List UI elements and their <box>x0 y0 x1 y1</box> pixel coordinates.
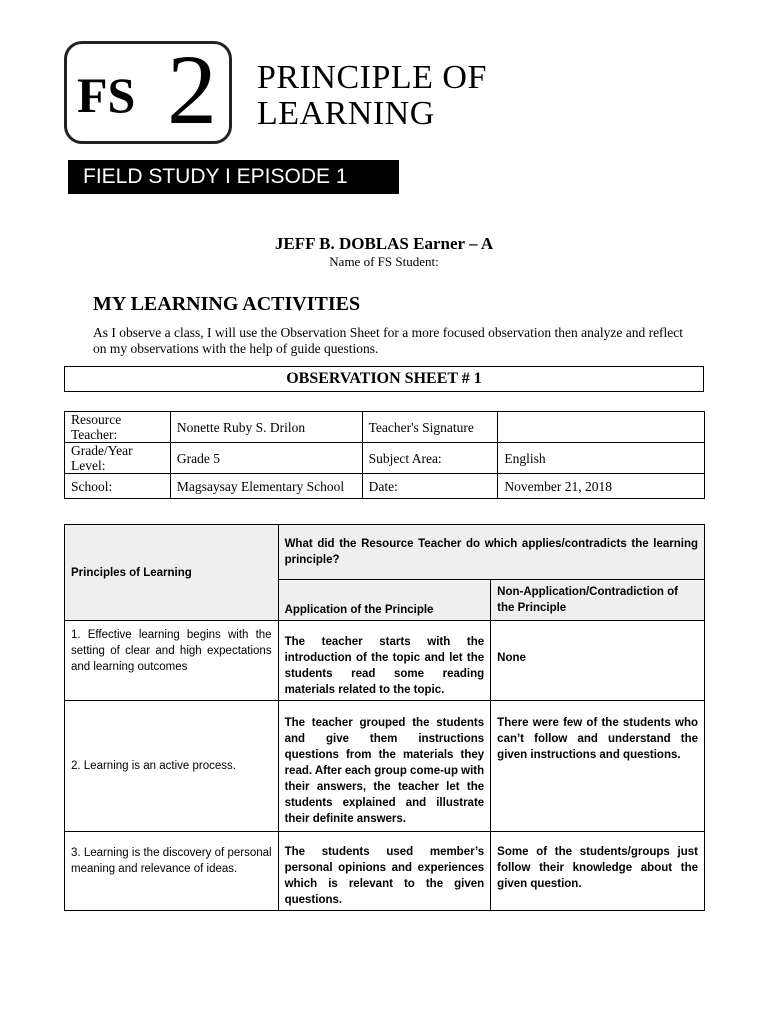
signature-label: Teacher's Signature <box>362 412 498 443</box>
principle-cell: 1. Effective learning begins with the setting of clear and high expectations and learning outcomes <box>65 621 279 701</box>
date-label: Date: <box>362 474 498 499</box>
school-value: Magsaysay Elementary School <box>170 474 362 499</box>
non-application-cell: There were few of the students who can’t follow and understand the given instructions and questions. <box>491 701 705 832</box>
table-row <box>65 621 705 701</box>
info-row-school <box>65 474 705 499</box>
non-application-column-header: Non-Application/Contradiction of the Principle <box>491 580 705 621</box>
application-cell: The teacher starts with the introduction of the topic and let the students read some reading materials related to the topic. <box>278 621 491 701</box>
episode-banner: FIELD STUDY I EPISODE 1 <box>68 160 399 194</box>
principle-cell: 3. Learning is the discovery of personal meaning and relevance of ideas. <box>65 832 279 911</box>
principles-table <box>64 524 705 911</box>
table-row <box>65 701 705 832</box>
signature-value <box>498 412 705 443</box>
date-value: November 21, 2018 <box>498 474 705 499</box>
observation-sheet-title: OBSERVATION SHEET # 1 <box>64 366 704 392</box>
page-title <box>257 60 487 132</box>
info-row-grade <box>65 443 705 474</box>
subject-label: Subject Area: <box>362 443 498 474</box>
logo-fs-text: FS <box>77 67 136 123</box>
resource-teacher-value: Nonette Ruby S. Drilon <box>170 412 362 443</box>
table-row <box>65 832 705 911</box>
non-application-cell: None <box>491 621 705 701</box>
student-name-caption: Name of FS Student: <box>329 254 439 269</box>
application-cell: The students used member’s personal opinions and experiences which is relevant to the given questions. <box>278 832 491 911</box>
application-column-header: Application of the Principle <box>278 580 491 621</box>
application-cell: The teacher grouped the students and give them instructions questions from the materials they read. After each group come-up with their answers, the teacher let the students explained and illustrate their definite answers. <box>278 701 491 832</box>
activities-heading: MY LEARNING ACTIVITIES <box>93 293 361 315</box>
title-line-1: PRINCIPLE OF <box>257 59 487 96</box>
observation-info-table <box>64 411 705 499</box>
student-name: JEFF B. DOBLAS Earner – A <box>274 234 494 253</box>
grade-value: Grade 5 <box>170 443 362 474</box>
school-label: School: <box>65 474 171 499</box>
principles-column-header: Principles of Learning <box>65 525 279 621</box>
grade-label: Grade/Year Level: <box>65 443 171 474</box>
logo-number: 2 <box>167 34 217 145</box>
question-column-header: What did the Resource Teacher do which applies/contradicts the learning principle? <box>278 525 704 580</box>
non-application-cell: Some of the students/groups just follow their knowledge about the given question. <box>491 832 705 911</box>
subject-value: English <box>498 443 705 474</box>
principle-cell: 2. Learning is an active process. <box>65 701 279 832</box>
activities-instructions: As I observe a class, I will use the Observation Sheet for a more focused observation then analyze and reflect on my observations with the help of guide questions. <box>93 325 684 356</box>
title-line-2: LEARNING <box>257 95 435 132</box>
info-row-teacher <box>65 412 705 443</box>
fs2-logo <box>64 34 232 145</box>
resource-teacher-label: Resource Teacher: <box>65 412 171 443</box>
principles-header-row <box>65 525 705 580</box>
